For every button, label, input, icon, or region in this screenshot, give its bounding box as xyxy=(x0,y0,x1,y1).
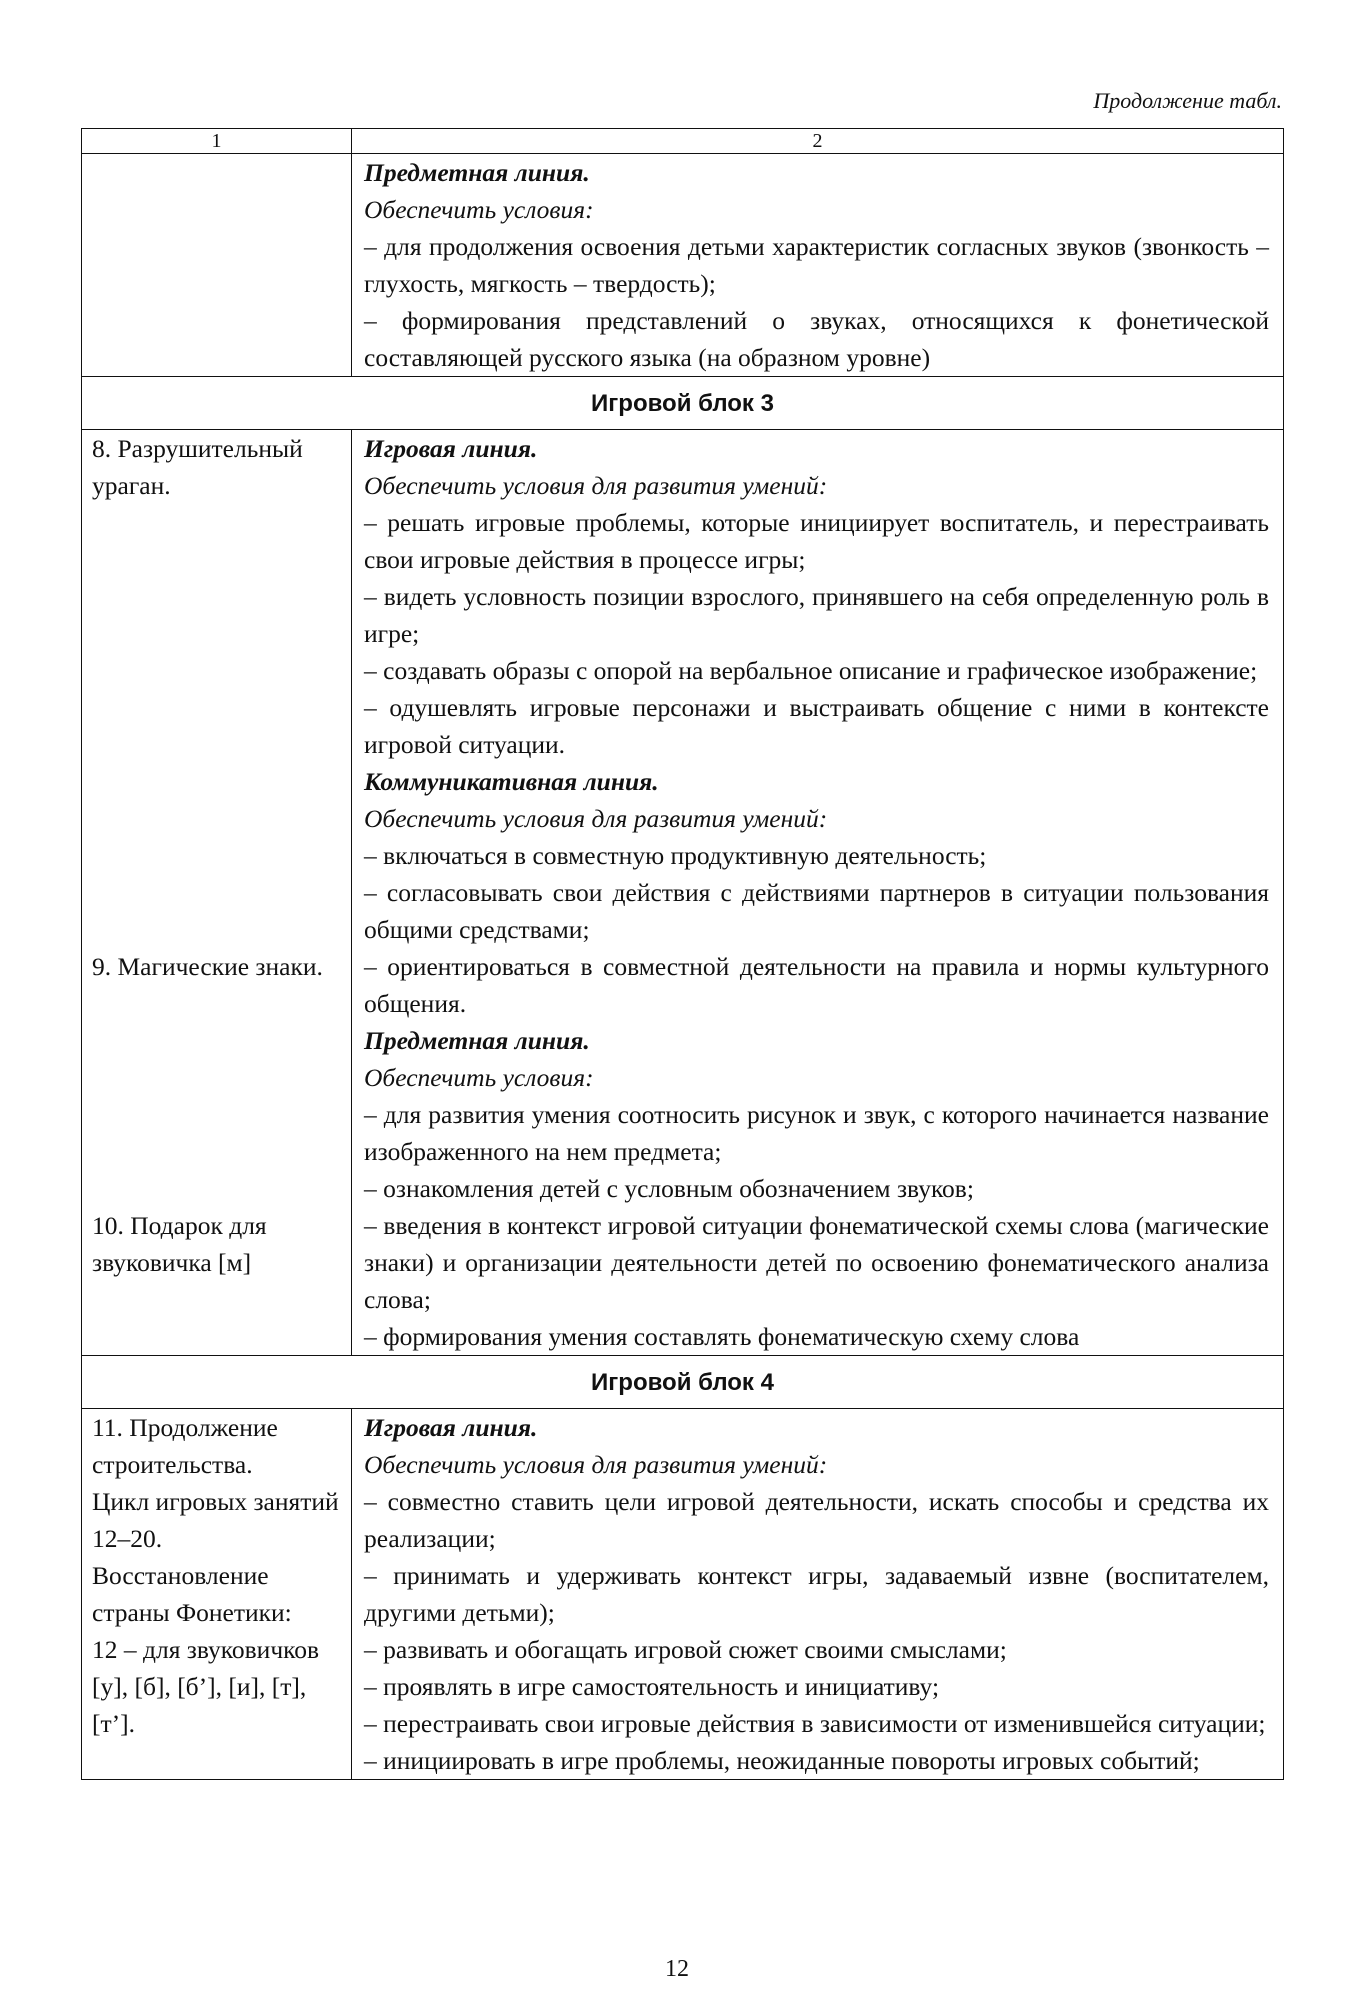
section-title: Предметная линия. xyxy=(364,1026,590,1055)
list-item: – принимать и удерживать контекст игры, задаваемый извне (воспитателем, другими детьми); xyxy=(364,1561,1269,1627)
table-row xyxy=(82,430,1284,1356)
right-cell xyxy=(352,154,1284,377)
block-title: Игровой блок 4 xyxy=(82,1356,1284,1409)
list-item: – проявлять в игре самостоятельность и инициативу; xyxy=(364,1672,940,1701)
list-item: – инициировать в игре проблемы, неожиданные повороты игровых событий; xyxy=(364,1746,1200,1775)
section-subtitle: Обеспечить условия для развития умений: xyxy=(364,804,828,833)
section-title: Игровая линия. xyxy=(364,1413,538,1442)
lesson-detail: 12 – для звуковичков [у], [б], [б’], [и], [т], [т’]. xyxy=(92,1635,320,1738)
list-item: – решать игровые проблемы, которые инициирует воспитатель, и перестраивать свои игровые действия в процессе игры; xyxy=(364,508,1269,574)
list-item: – ознакомления детей с условным обозначением звуков; xyxy=(364,1174,974,1203)
section-subtitle: Обеспечить условия для развития умений: xyxy=(364,471,828,500)
list-item: – создавать образы с опорой на вербальное описание и графическое изображение; xyxy=(364,656,1258,685)
list-item: – формирования представлений о звуках, относящихся к фонетической составляющей русского языка (на образном уровне) xyxy=(364,306,1269,372)
table-header-row xyxy=(82,129,1284,154)
list-item: – ориентироваться в совместной деятельности на правила и нормы культурного общения. xyxy=(364,952,1269,1018)
list-item: – развивать и обогащать игровой сюжет своими смыслами; xyxy=(364,1635,1007,1664)
lesson-title: 10. Подарок для звуковичка [м] xyxy=(92,1211,267,1277)
list-item: – введения в контекст игровой ситуации фонематической схемы слова (магические знаки) и организации деятельности детей по освоению фонематического анализа слова; xyxy=(364,1211,1269,1314)
left-cell-empty xyxy=(82,154,352,377)
table-row xyxy=(82,1409,1284,1780)
right-cell xyxy=(352,1409,1284,1780)
header-col-2: 2 xyxy=(352,129,1284,154)
list-item: – включаться в совместную продуктивную деятельность; xyxy=(364,841,987,870)
block-title: Игровой блок 3 xyxy=(82,377,1284,430)
list-item: – совместно ставить цели игровой деятельности, искать способы и средства их реализации; xyxy=(364,1487,1269,1553)
lesson-subtitle: Восстановление страны Фонетики: xyxy=(92,1561,292,1627)
section-title: Коммуникативная линия. xyxy=(364,767,659,796)
section-subtitle: Обеспечить условия: xyxy=(364,195,594,224)
block-header-row xyxy=(82,377,1284,430)
section-subtitle: Обеспечить условия для развития умений: xyxy=(364,1450,828,1479)
section-title: Предметная линия. xyxy=(364,158,590,187)
program-table xyxy=(81,128,1284,1780)
table-row xyxy=(82,154,1284,377)
list-item: – для продолжения освоения детьми характеристик согласных звуков (звонкость – глухость, мягкость – твердость); xyxy=(364,232,1269,298)
left-cell xyxy=(82,430,352,1356)
block-header-row xyxy=(82,1356,1284,1409)
list-item: – формирования умения составлять фонематическую схему слова xyxy=(364,1322,1080,1351)
section-subtitle: Обеспечить условия: xyxy=(364,1063,594,1092)
list-item: – перестраивать свои игровые действия в зависимости от изменившейся ситуации; xyxy=(364,1709,1266,1738)
lesson-title: 9. Магические знаки. xyxy=(92,952,323,981)
list-item: – согласовывать свои действия с действиями партнеров в ситуации пользования общими средствами; xyxy=(364,878,1269,944)
lesson-title: 11. Продолжение строительства. xyxy=(92,1413,278,1479)
header-col-1: 1 xyxy=(82,129,352,154)
lesson-title: 8. Разрушительный ураган. xyxy=(92,434,303,500)
list-item: – видеть условность позиции взрослого, принявшего на себя определенную роль в игре; xyxy=(364,582,1269,648)
page-number: 12 xyxy=(665,1956,689,1982)
lesson-cycle: Цикл игровых занятий 12–20. xyxy=(92,1487,339,1553)
left-cell xyxy=(82,1409,352,1780)
list-item: – для развития умения соотносить рисунок и звук, с которого начинается название изображенного на нем предмета; xyxy=(364,1100,1269,1166)
section-title: Игровая линия. xyxy=(364,434,538,463)
table-continuation-caption: Продолжение табл. xyxy=(1093,88,1282,113)
list-item: – одушевлять игровые персонажи и выстраивать общение с ними в контексте игровой ситуации. xyxy=(364,693,1269,759)
right-cell xyxy=(352,430,1284,1356)
